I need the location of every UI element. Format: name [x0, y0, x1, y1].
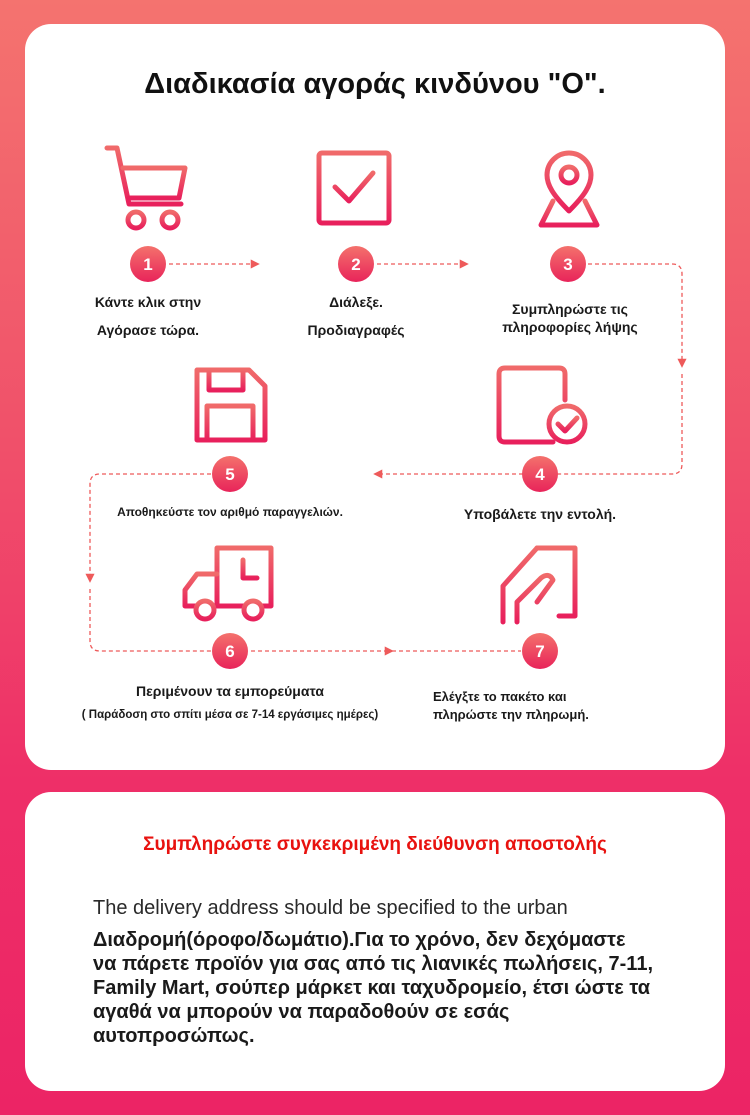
step-7-line2: πληρώστε την πληρωμή.: [433, 707, 589, 722]
step-number-1: 1: [143, 255, 153, 274]
step-number-4: 4: [535, 465, 545, 484]
save-disk-icon: [193, 366, 273, 446]
step-1-line2: Αγόρασε τώρα.: [96, 322, 200, 338]
step-2-text: [273, 292, 439, 340]
step-number-5: 5: [225, 465, 235, 484]
step-6-line2: ( Παράδοση στο σπίτι μέσα σε 7-14 εργάσιμες ημέρες): [81, 709, 379, 721]
step-number-3: 3: [563, 255, 573, 274]
address-greek-paragraph: Διαδρομή(όροφο/δωμάτιο).Για το χρόνο, δεν δεχόμαστε να πάρετε προϊόν για σας από τις λιανικές πωλήσεις, 7-11, Family Mart, σούπερ μάρκετ και ταχυδρομείο, έτσι ώστε τα αγαθά να μπορούν να παραδοθούν σε εσάς αυτοπροσώπως.: [93, 929, 654, 1047]
step-2-line1: Διάλεξε.: [329, 294, 383, 310]
delivery-address-card: [25, 792, 725, 1091]
step-7-text: [433, 688, 653, 724]
step-1-text: [65, 292, 231, 340]
step-3-text: [475, 300, 665, 336]
address-english-line: The delivery address should be specified to the urban: [93, 897, 568, 919]
step-number-7: 7: [535, 642, 545, 661]
step-number-2: 2: [351, 255, 361, 274]
checkbox-icon: [315, 149, 395, 229]
process-title: Διαδικασία αγοράς κινδύνου "O".: [144, 68, 606, 100]
step-5-text: [85, 502, 375, 522]
step-5-line1: Αποθηκεύστε τον αριθμό παραγγελιών.: [117, 505, 343, 519]
step-3-line1: Συμπληρώστε τις: [512, 301, 628, 317]
step-6-line1: Περιμένουν τα εμπορεύματα: [136, 683, 324, 699]
hand-payment-icon: [497, 542, 587, 627]
delivery-truck-icon: [181, 544, 279, 624]
location-pin-icon: [531, 149, 611, 231]
flow-connector-lines: [25, 24, 725, 770]
step-2-line2: Προδιαγραφές: [307, 322, 405, 338]
step-3-line2: πληροφορίες λήψης: [502, 319, 638, 335]
step-4-line1: Υποβάλετε την εντολή.: [463, 506, 617, 522]
cart-plus-icon: [103, 142, 193, 237]
purchase-process-card: [25, 24, 725, 770]
step-4-text: [440, 504, 640, 524]
address-heading: Συμπληρώστε συγκεκριμένη διεύθυνση αποστολής: [143, 834, 607, 855]
step-1-line1: Κάντε κλικ στην: [94, 294, 202, 310]
step-6-text: [45, 681, 415, 725]
document-check-icon: [495, 364, 590, 449]
step-number-6: 6: [225, 642, 235, 661]
step-7-line1: Ελέγξτε το πακέτο και: [433, 689, 567, 704]
